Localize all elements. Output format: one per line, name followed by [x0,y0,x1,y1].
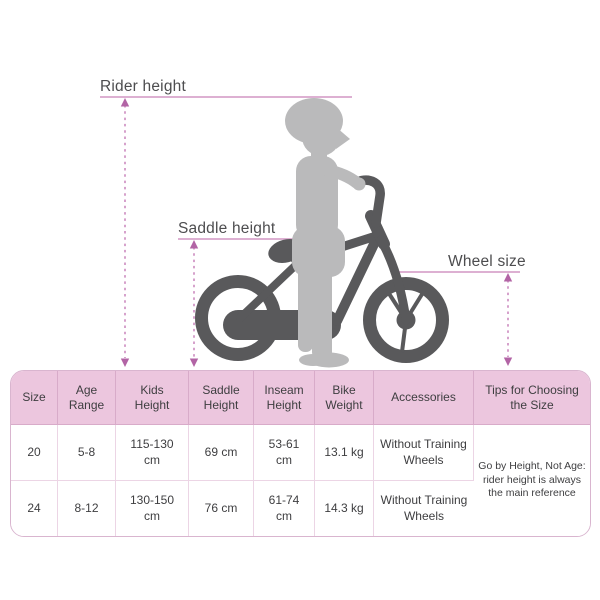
cell-tips: Go by Height, Not Age: rider height is always the main reference [474,425,590,536]
cell-age-range: 5-8 [58,425,116,481]
arrow-up-icon [190,240,198,249]
col-header-bike-weight: Bike Weight [315,371,374,425]
cell-saddle-height: 69 cm [189,425,254,481]
col-header-inseam-height: Inseam Height [254,371,315,425]
face-profile [336,127,350,149]
arrow-up-icon [121,98,129,107]
rider-height-label: Rider height [100,78,186,95]
cell-age-range: 8-12 [58,481,116,536]
cell-accessories: Without Training Wheels [374,481,474,536]
cell-size: 20 [11,425,58,481]
col-header-age-range: Age Range [58,371,116,425]
cell-saddle-height: 76 cm [189,481,254,536]
cell-inseam-height: 61-74 cm [254,481,315,536]
saddle-height-label: Saddle height [178,220,276,237]
size-table-grid [11,371,590,536]
col-header-kids-height: Kids Height [116,371,189,425]
cell-size: 24 [11,481,58,536]
table-header-row [11,371,590,425]
col-header-accessories: Accessories [374,371,474,425]
cell-accessories: Without Training Wheels [374,425,474,481]
arrow-down-icon [121,359,129,368]
arrow-down-icon [190,359,198,368]
col-header-size: Size [11,371,58,425]
size-table [10,370,591,537]
col-header-tips: Tips for Choosing the Size [474,371,590,425]
col-header-saddle-height: Saddle Height [189,371,254,425]
arrow-down-icon [504,358,512,367]
table-row [11,425,590,481]
cell-bike-weight: 14.3 kg [315,481,374,536]
front-leg [312,266,332,360]
cell-inseam-height: 53-61 cm [254,425,315,481]
rear-leg [298,266,313,352]
cell-bike-weight: 13.1 kg [315,425,374,481]
cell-kids-height: 115-130 cm [116,425,189,481]
front-foot [309,353,349,368]
arrow-up-icon [504,273,512,282]
hand [353,178,366,191]
cell-kids-height: 130-150 cm [116,481,189,536]
wheel-size-label: Wheel size [448,253,526,270]
